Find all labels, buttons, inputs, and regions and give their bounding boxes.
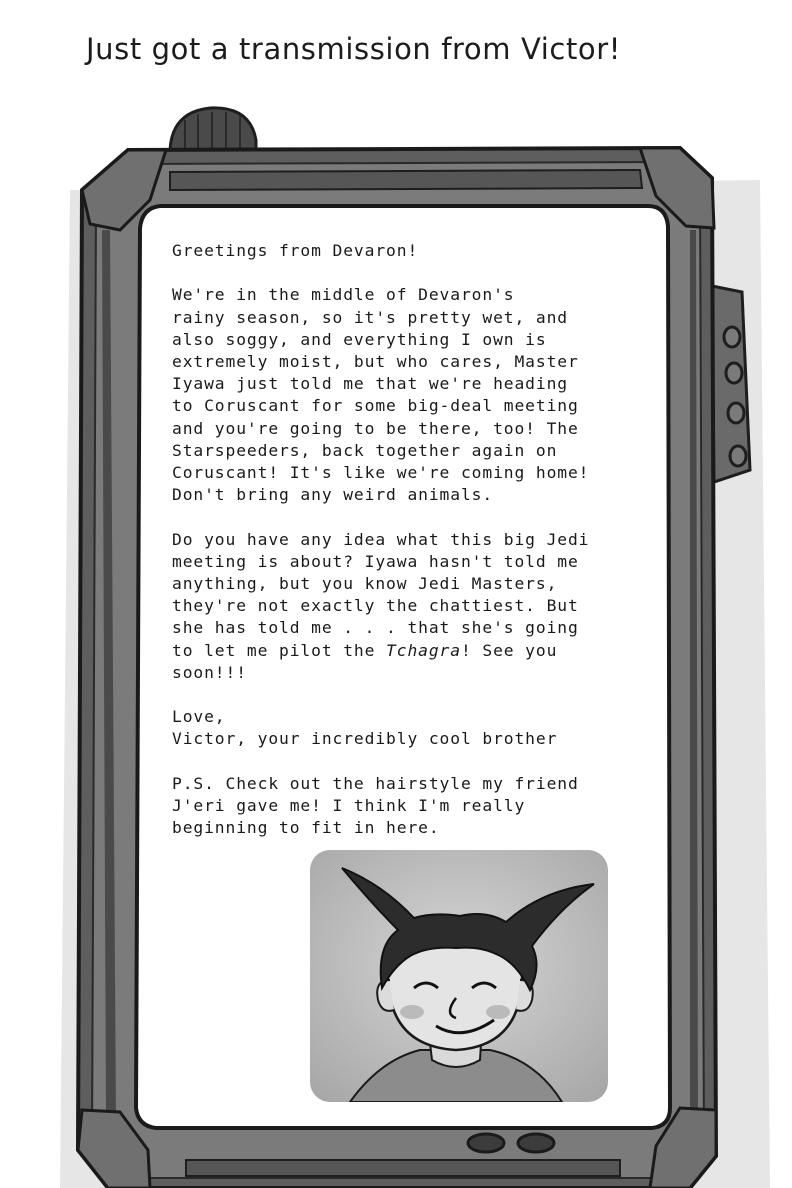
side-button-2 bbox=[726, 363, 742, 383]
frame-top-slot bbox=[170, 170, 642, 190]
cheek-left bbox=[400, 1005, 424, 1019]
page-heading: Just got a transmission from Victor! bbox=[86, 32, 622, 66]
victor-photo bbox=[310, 850, 608, 1102]
side-button-3 bbox=[728, 403, 744, 423]
message-postscript: P.S. Check out the hairstyle my friend J'eri gave me! I think I'm really beginning to fit in here. bbox=[172, 773, 579, 838]
message-paragraph-2 bbox=[172, 529, 642, 684]
message-closing: Love, bbox=[172, 707, 226, 727]
paragraph-2-end: ! See you soon!!! bbox=[172, 640, 558, 682]
message-signature: Victor, your incredibly cool brother bbox=[172, 729, 558, 749]
cheek-right bbox=[486, 1005, 510, 1019]
bottom-slot bbox=[186, 1160, 620, 1176]
ship-name: Tchagra bbox=[386, 640, 461, 660]
side-button-4 bbox=[730, 446, 746, 466]
side-button-1 bbox=[724, 327, 740, 347]
message-paragraph-1: We're in the middle of Devaron's rainy season, so it's pretty wet, and also soggy, and everything I own is extremely moist, but who cares, Master Iyawa just told me that we're heading to Coruscant for some big-deal meeting and you're going to be there, too! The Starspeeders, back together again on Coruscant! It's like we're coming home! Don't bring any weird animals. bbox=[172, 285, 590, 505]
bottom-button-left bbox=[468, 1134, 504, 1152]
side-button-panel bbox=[712, 286, 750, 482]
message-greeting: Greetings from Devaron! bbox=[172, 241, 419, 260]
bottom-button-right bbox=[518, 1134, 554, 1152]
message-body bbox=[172, 240, 642, 862]
paragraph-2-start: Do you have any idea what this big Jedi meeting is about? Iyawa hasn't told me anything, but you know Jedi Masters, they're not exactly the chattiest. But she has told me . . . that she's going to let me pilot the bbox=[172, 529, 590, 660]
